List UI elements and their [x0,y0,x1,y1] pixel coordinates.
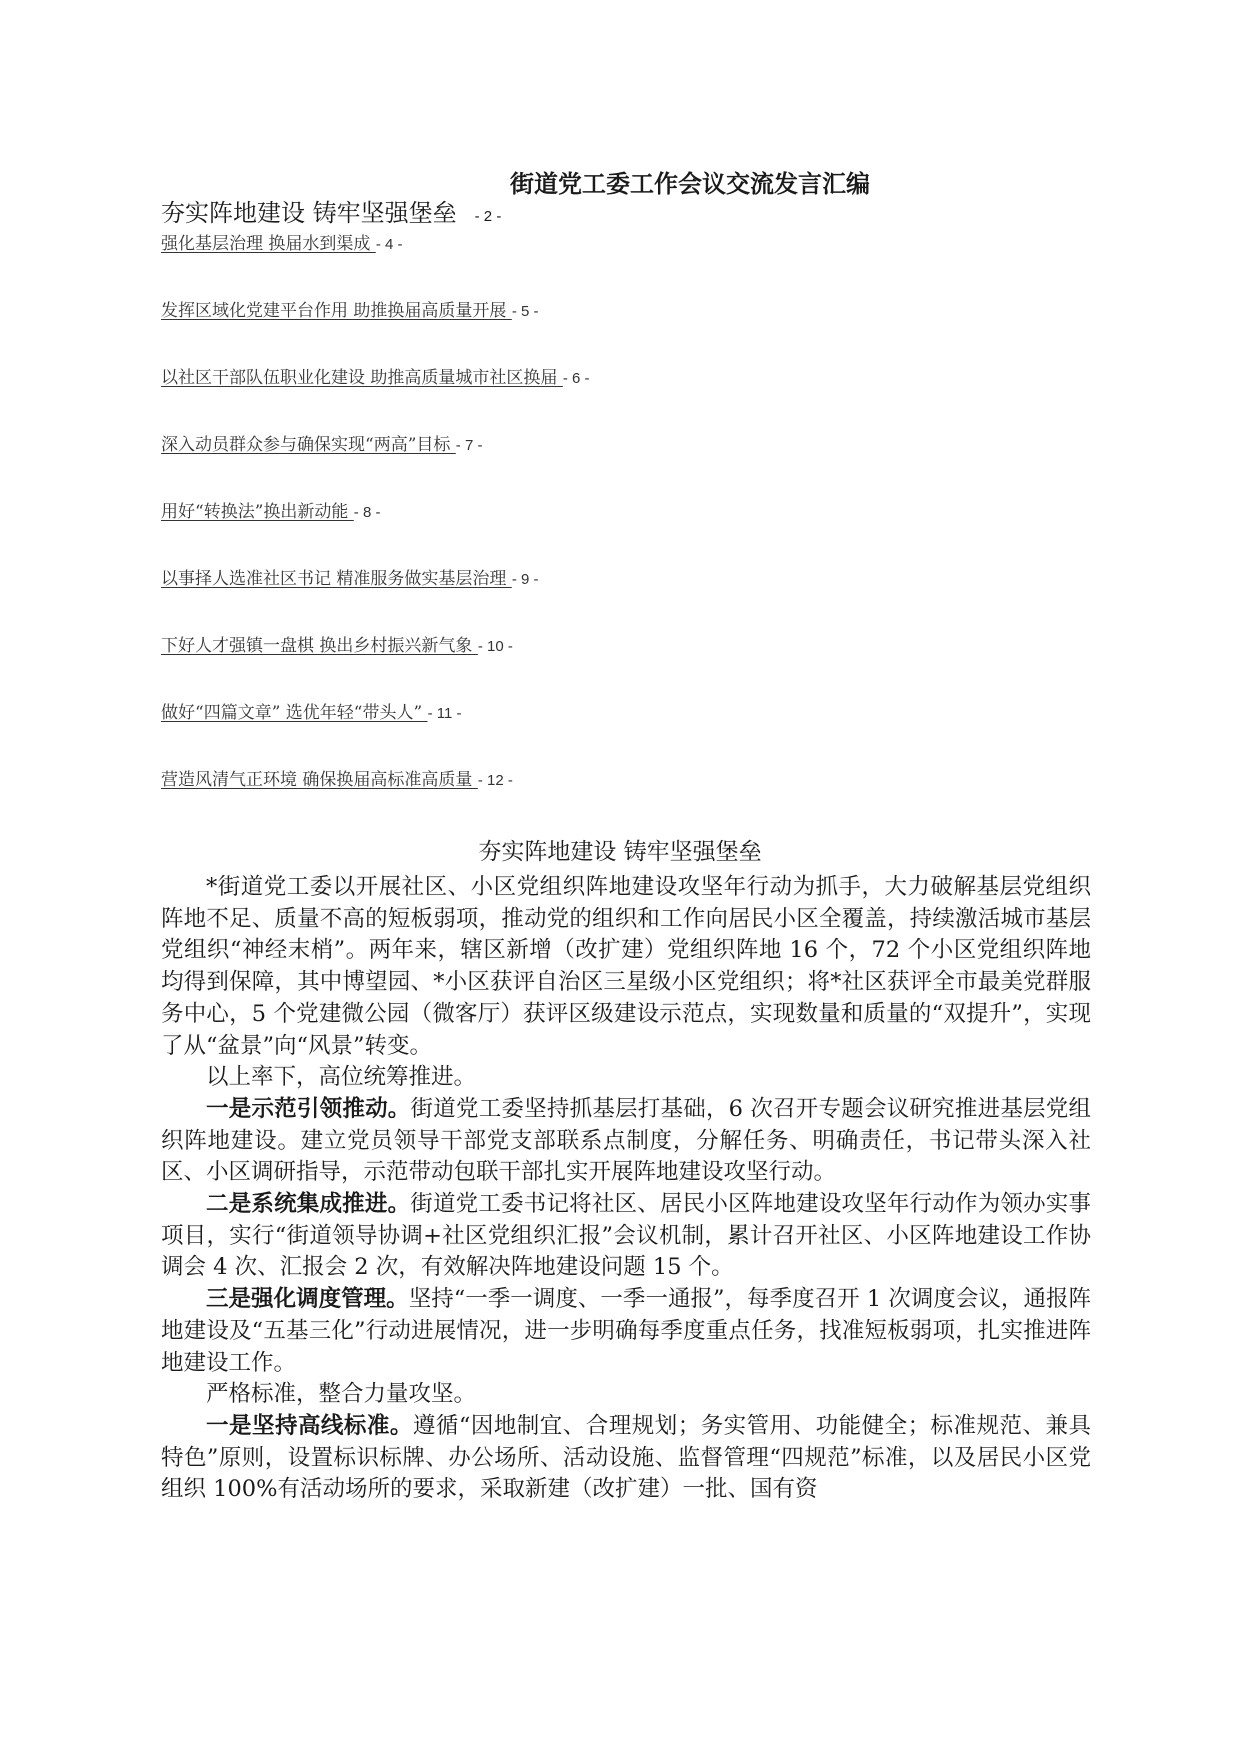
toc-entry-label: 深入动员群众参与确保实现“两高”目标 [161,435,456,455]
toc-entry-page: - 8 - [353,504,381,521]
toc-entry-label: 营造风清气正环境 确保换届高标准高质量 [161,770,478,790]
paragraph-lead: 二是系统集成推进。 [206,1191,411,1218]
toc-entry[interactable] [161,500,380,525]
body-paragraph: 二是系统集成推进。街道党工委书记将社区、居民小区阵地建设攻坚年行动作为领办实事项目，实行“街道领导协调+社区党组织汇报”会议机制，累计召开社区、小区阵地建设工作协调会 4 次、汇报会 2 次，有效解决阵地建设问题 15 个。 [161,1191,1091,1281]
toc-entry-page: - 5 - [511,303,539,320]
toc-main-page: - 2 - [474,208,502,225]
toc-entry-label: 发挥区域化党建平台作用 助推换届高质量开展 [161,301,512,321]
paragraph-lead: 一是坚持高线标准。 [206,1412,413,1439]
toc-entry[interactable] [161,768,513,793]
toc-entry-page: - 9 - [511,571,539,588]
toc-entry-page: - 4 - [375,236,403,253]
toc-entry-page: - 11 - [427,705,462,722]
paragraph-lead: 三是强化调度管理。 [206,1286,409,1313]
body-paragraph: *街道党工委以开展社区、小区党组织阵地建设攻坚年行动为抓手，大力破解基层党组织阵地不足、质量不高的短板弱项，推动党的组织和工作向居民小区全覆盖，持续激活城市基层党组织“神经末梢”。两年来，辖区新增（改扩建）党组织阵地 16 个，72 个小区党组织阵地均得到保障，其中博望园、*小区获评自治区三星级小区党组织；将*社区获评全市最美党群服务中心，5 个党建微公园（微客厅）获评区级建设示范点，实现数量和质量的“双提升”，实现了从“盆景”向“风景”转变。 [161,874,1091,1059]
body-paragraph: 三是强化调度管理。坚持“一季一调度、一季一通报”，每季度召开 1 次调度会议，通报阵地建设及“五基三化”行动进展情况，进一步明确每季度重点任务，找准短板弱项，扎实推进阵地建设工作。 [161,1286,1091,1376]
toc-entry-page: - 7 - [455,437,483,454]
toc-entry[interactable] [161,232,402,257]
toc-entry-label: 用好“转换法”换出新动能 [161,502,354,522]
body-text [161,872,1091,1506]
toc-entry-label: 以社区干部队伍职业化建设 助推高质量城市社区换届 [161,368,563,388]
toc-entry-page: - 10 - [477,638,513,655]
toc-main-entry[interactable] [161,196,1091,230]
body-paragraph: 严格标准，整合力量攻坚。 [206,1381,477,1408]
toc-entry[interactable] [161,366,589,391]
toc-entry[interactable] [161,433,482,458]
toc-entry[interactable] [161,634,513,659]
toc-entry-label: 以事择人选准社区书记 精准服务做实基层治理 [161,569,512,589]
body-paragraph: 以上率下，高位统筹推进。 [206,1064,477,1091]
toc-entry-label: 强化基层治理 换届水到渠成 [161,234,376,254]
toc-entry[interactable] [161,299,538,324]
body-paragraph: 一是坚持高线标准。遵循“因地制宜、合理规划；务实管用、功能健全；标准规范、兼具特色”原则，设置标识标牌、办公场所、活动设施、监督管理“四规范”标准，以及居民小区党组织 100%有活动场所的要求，采取新建（改扩建）一批、国有资 [161,1412,1091,1503]
toc-entry-label: 做好“四篇文章” 选优年轻“带头人” [161,703,428,723]
toc-entry-page: - 12 - [477,772,513,789]
table-of-contents [161,196,1091,790]
section-title: 夯实阵地建设 铸牢坚强堡垒 [478,839,762,865]
toc-entry[interactable] [161,701,461,726]
body-paragraph: 一是示范引领推动。街道党工委坚持抓基层打基础，6 次召开专题会议研究推进基层党组织阵地建设。建立党员领导干部党支部联系点制度，分解任务、明确责任，书记带头深入社区、小区调研指导，示范带动包联干部扎实开展阵地建设攻坚行动。 [161,1095,1091,1186]
paragraph-lead: 一是示范引领推动。 [206,1095,411,1122]
toc-entry-label: 下好人才强镇一盘棋 换出乡村振兴新气象 [161,636,478,656]
toc-main-label: 夯实阵地建设 铸牢坚强堡垒 [161,199,457,227]
toc-entry[interactable] [161,567,538,592]
toc-entry-page: - 6 - [562,370,590,387]
document-title: 街道党工委工作会议交流发言汇编 [510,169,870,198]
